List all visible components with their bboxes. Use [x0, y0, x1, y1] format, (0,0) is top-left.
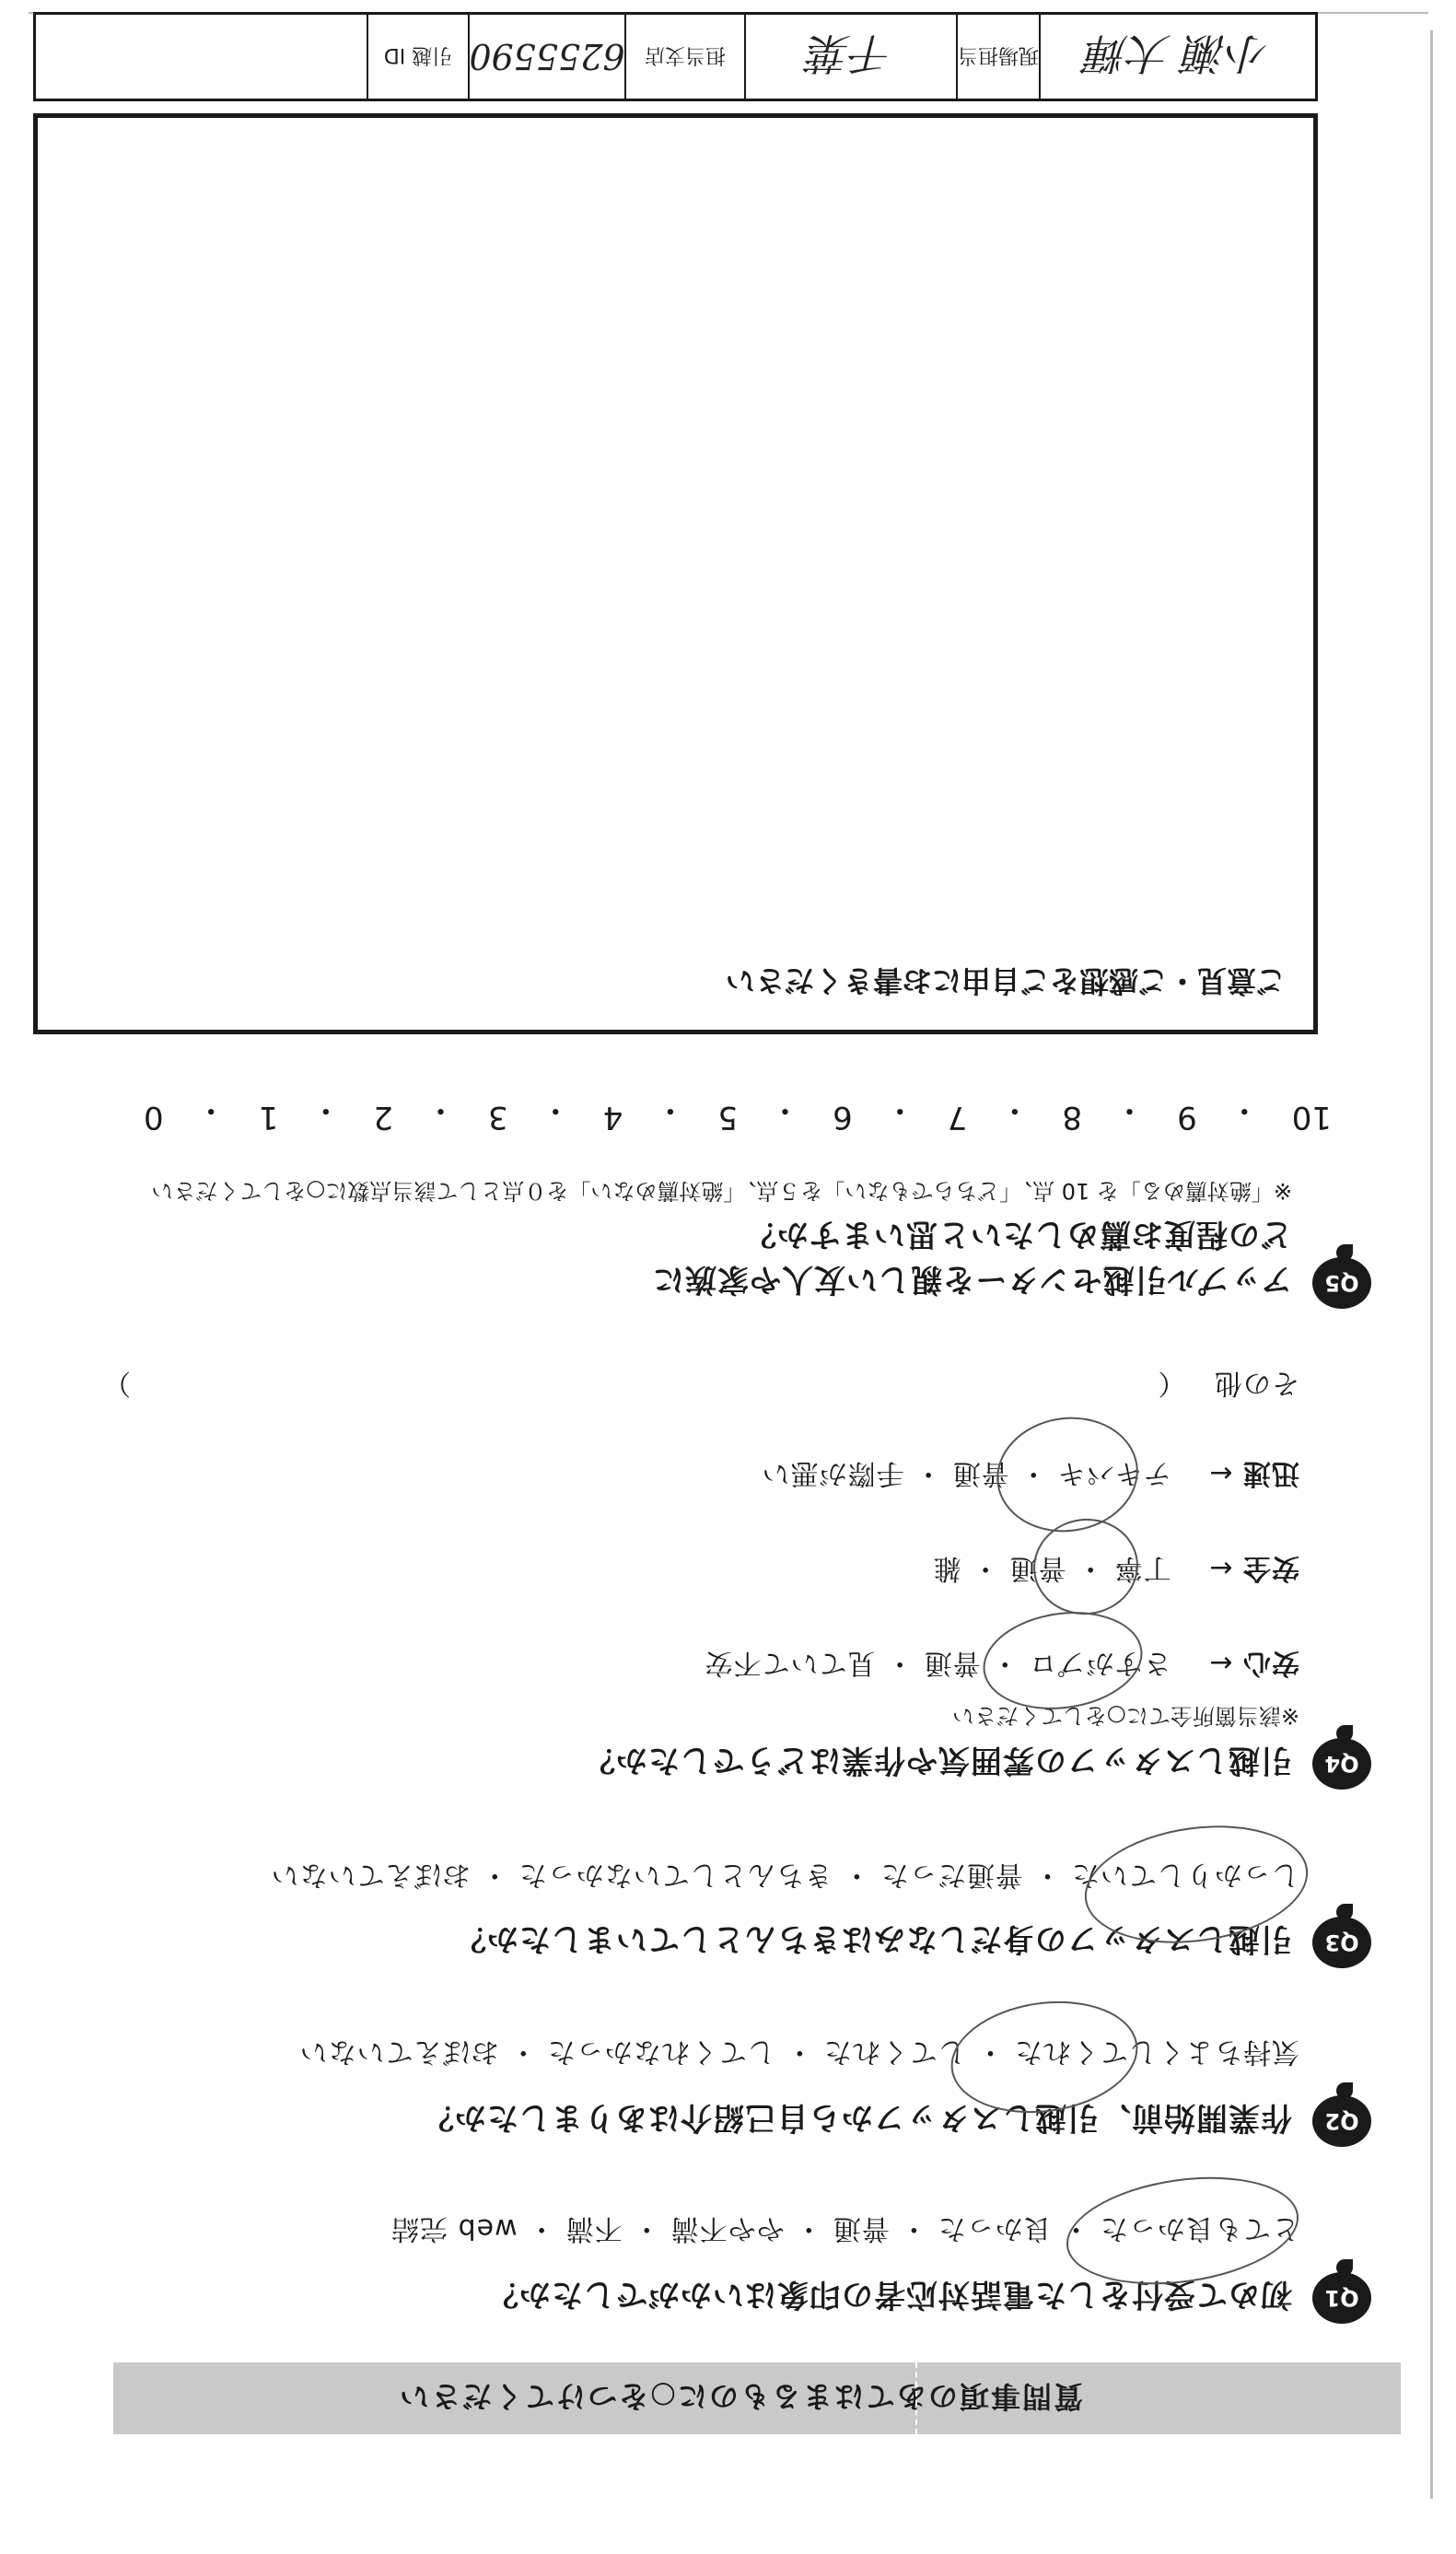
q4-other-close: ） [102, 1367, 131, 1399]
scale-separator: ・ [998, 1091, 1031, 1128]
q4-row-anzen: 安全 ← 丁寧 ・ 普通 ・ 雑 [932, 1552, 1299, 1584]
score-option[interactable]: 8 [1062, 1099, 1083, 1136]
manager-signature: 小瀬 大輝 [1086, 29, 1270, 79]
q2-text: 作業開始前、引越しスタッフから自己紹介はありましたか？ [422, 2099, 1292, 2137]
score-option[interactable]: 2 [373, 1099, 393, 1136]
page-edge-line [1430, 30, 1433, 2499]
q4-row-jinsoku: 迅速 ← テキパキ ・ 普通 ・ 手際が悪い [761, 1457, 1299, 1489]
scale-separator: ・ [309, 1091, 342, 1128]
q4-other-open: （ [1157, 1367, 1186, 1399]
q4-jinsoku-circle [989, 1408, 1146, 1541]
q1-option[interactable]: web 完結 [390, 2212, 518, 2245]
manager-label: 現場担当 [957, 43, 1039, 66]
q5-score-scale [144, 1090, 1332, 1136]
score-option[interactable]: 9 [1177, 1099, 1197, 1136]
table-blank-cell [36, 15, 367, 99]
q4-note: ※該当箇所全てに○をしてください [951, 1703, 1299, 1729]
q3-option[interactable]: しっかりしていた [1071, 1859, 1299, 1891]
q5-text-line2: どの程度お薦めしたいと思いますか？ [744, 1216, 1292, 1253]
move-id-value-cell [468, 15, 624, 99]
scale-separator: ・ [425, 1091, 457, 1128]
q2-option[interactable]: してくれた [822, 2035, 966, 2068]
q4-option[interactable]: 普通 [951, 1457, 1009, 1489]
scale-separator: ・ [540, 1091, 572, 1128]
q5-badge: Q5 [1312, 1257, 1371, 1309]
q3-option[interactable]: おぼえていない [270, 1859, 471, 1891]
q3-options: しっかりしていた ・ 普通だった ・ きちんとしていなかった ・ おぼえていない [270, 1859, 1299, 1891]
q4-other-label: その他 [1214, 1367, 1299, 1399]
move-id-label-cell [367, 15, 468, 99]
arrow-icon: ← [1208, 1457, 1233, 1489]
score-option[interactable]: 6 [833, 1099, 853, 1136]
score-option[interactable]: 3 [488, 1099, 508, 1136]
q4-option[interactable]: 普通 [923, 1647, 981, 1679]
q3-option[interactable]: きちんとしていなかった [518, 1859, 833, 1891]
q4-badge: Q4 [1312, 1738, 1371, 1790]
q1-option[interactable]: とても良かった [1100, 2212, 1299, 2245]
branch-value-cell [744, 15, 956, 99]
scale-separator: ・ [195, 1091, 227, 1128]
score-option[interactable]: 5 [717, 1099, 739, 1136]
q4-row-label: 安心 [1242, 1647, 1299, 1679]
q1-option[interactable]: 良かった [937, 2212, 1052, 2245]
q2-option[interactable]: してくれなかった [546, 2035, 775, 2068]
move-id-label: 引越 ID [383, 43, 453, 66]
score-option[interactable]: 4 [602, 1099, 623, 1136]
q1-option[interactable]: やや不満 [670, 2212, 785, 2245]
score-option[interactable]: 7 [947, 1099, 968, 1136]
q4-option[interactable]: 丁寧 [1113, 1552, 1171, 1584]
q4-text: 引越しスタッフの雰囲気や作業はどうでしたか？ [583, 1742, 1292, 1779]
staff-info-table [33, 12, 1318, 101]
q4-option[interactable]: 手際が悪い [761, 1457, 904, 1489]
scale-separator: ・ [1113, 1091, 1146, 1128]
q3-badge: Q3 [1312, 1917, 1371, 1968]
q1-options: とても良かった ・ 良かった ・ 普通 ・ やや不満 ・ 不満 ・ web 完結 [390, 2212, 1299, 2245]
scale-separator: ・ [884, 1091, 916, 1128]
score-option[interactable]: 10 [1291, 1099, 1332, 1136]
move-id-value: 6255590 [469, 36, 625, 77]
branch-label-cell [624, 15, 744, 99]
branch-label: 担当支店 [645, 43, 727, 66]
q1-option[interactable]: 不満 [565, 2212, 623, 2245]
scale-separator: ・ [654, 1091, 686, 1128]
q4-option[interactable]: さすがプロ [1028, 1647, 1171, 1679]
q2-option[interactable]: おぼえていない [298, 2035, 499, 2068]
score-option[interactable]: 1 [258, 1099, 279, 1136]
arrow-icon: ← [1208, 1647, 1233, 1679]
q1-option[interactable]: 普通 [832, 2212, 890, 2245]
scale-separator: ・ [769, 1091, 801, 1128]
q4-other-row [102, 1366, 1299, 1406]
fold-marker [908, 2362, 917, 2434]
branch-value: 千葉 [809, 29, 893, 79]
score-option[interactable]: 0 [144, 1099, 164, 1136]
q4-option[interactable]: 見ていて不安 [704, 1647, 876, 1679]
q2-options: 気持ちよくしてくれた ・ してくれた ・ してくれなかった ・ おぼえていない [298, 2035, 1299, 2068]
question-q4 [583, 1738, 1371, 1790]
q4-option[interactable]: 雑 [932, 1552, 961, 1584]
q4-option[interactable]: テキパキ [1056, 1457, 1171, 1489]
q2-badge: Q2 [1312, 2095, 1371, 2147]
question-q2 [422, 2095, 1371, 2147]
q4-row-label: 迅速 [1242, 1457, 1299, 1489]
arrow-icon: ← [1208, 1552, 1233, 1584]
comment-box[interactable] [33, 113, 1318, 1034]
manager-signature-cell [1039, 15, 1315, 99]
question-q5 [652, 1257, 1371, 1309]
scale-separator: ・ [1229, 1091, 1261, 1128]
q3-text: 引越しスタッフの身だしなみはきちんとしていましたか？ [454, 1920, 1292, 1958]
manager-label-cell [956, 15, 1039, 99]
q1-badge: Q1 [1312, 2272, 1371, 2324]
q4-option[interactable]: 普通 [1008, 1552, 1066, 1584]
q1-text: 初めて受付をした電話対応者の印象はいかがでしたか？ [486, 2276, 1292, 2314]
instruction-text: 質問事項のあてはまるものに○をつけてください [398, 2379, 1083, 2414]
instruction-band [113, 2362, 1401, 2434]
q4-row-label: 安全 [1242, 1552, 1299, 1584]
comment-label: ご意見・ご感想をご自由にお書きください [725, 963, 1286, 998]
q5-text-line1: アップル引越センターを親しい友人や家族に [652, 1261, 1292, 1299]
question-q1 [486, 2272, 1371, 2324]
q3-option[interactable]: 普通だった [879, 1859, 1023, 1891]
q4-row-anshin: 安心 ← さすがプロ ・ 普通 ・ 見ていて不安 [704, 1647, 1299, 1679]
q5-note: ※「絶対薦める」を 10 点、「どちらでもない」を５点、「絶対薦めない」を０点として該当点数に○をしてください [151, 1178, 1292, 1204]
q2-option[interactable]: 気持ちよくしてくれた [1014, 2035, 1299, 2068]
